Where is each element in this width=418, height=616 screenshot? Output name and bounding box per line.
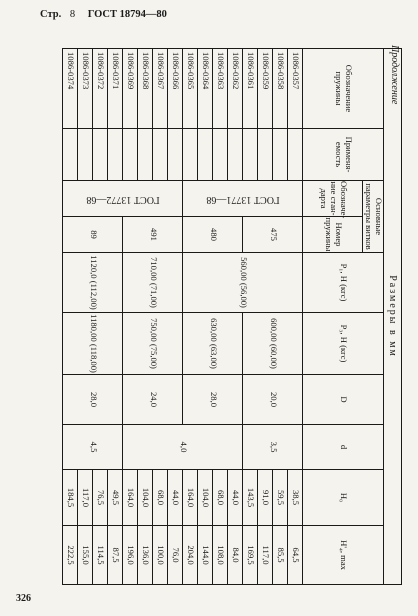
header-d-outer: D: [303, 375, 384, 425]
p3-cell: 630,00 (63,00): [183, 313, 243, 375]
p3-cell: 600,00 (60,00): [243, 313, 303, 375]
header-p3: P₃, Н (кгс): [303, 313, 384, 375]
d-wire-cell: 4,0: [123, 425, 243, 470]
applicability-cell: [153, 129, 168, 181]
row-code: 1086-0369: [123, 49, 138, 129]
std-designation-text: ГОСТ 13772—68: [86, 193, 160, 205]
d-wire-cell: 3,5: [243, 425, 303, 470]
table-row: [168, 49, 183, 585]
row-code: 1086-0358: [273, 49, 288, 129]
applicability-cell: [243, 129, 258, 181]
row-code: 1086-0357: [288, 49, 303, 129]
standard-title: ГОСТ 18794—80: [87, 9, 167, 20]
applicability-cell: [108, 129, 123, 181]
row-code: 1086-0368: [138, 49, 153, 129]
row-code: 1086-0361: [243, 49, 258, 129]
applicability-cell: [213, 129, 228, 181]
applicability-cell: [123, 129, 138, 181]
h0-cell: 44,0: [228, 470, 243, 526]
p1-cell: 560,00 (56,00): [183, 253, 303, 313]
p1-cell: 1120,0 (112,00): [63, 253, 123, 313]
spring-table: [62, 48, 402, 585]
h4max-cell: 64,5: [288, 526, 303, 585]
applicability-cell: [138, 129, 153, 181]
h0-cell: 91,0: [258, 470, 273, 526]
h0-cell: 164,0: [123, 470, 138, 526]
applicability-cell: [168, 129, 183, 181]
h4max-cell: 76,0: [168, 526, 183, 585]
d-outer-cell: 24,0: [123, 375, 183, 425]
h0-cell: 49,5: [108, 470, 123, 526]
continuation-label: Продолжение: [389, 45, 400, 105]
h4max-cell: 100,0: [153, 526, 168, 585]
d-wire-cell: 4,5: [63, 425, 123, 470]
h4max-cell: 108,0: [213, 526, 228, 585]
page-header: [40, 9, 167, 20]
h0-cell: 44,0: [168, 470, 183, 526]
p3-cell: 1180,00 (118,00): [63, 313, 123, 375]
h0-cell: 68,0: [213, 470, 228, 526]
h4max-cell: 136,0: [138, 526, 153, 585]
row-code: 1086-0371: [108, 49, 123, 129]
row-code: 1086-0372: [93, 49, 108, 129]
d-outer-cell: 28,0: [63, 375, 123, 425]
std-designation-text: ГОСТ 13771—68: [206, 193, 280, 205]
row-code: 1086-0364: [198, 49, 213, 129]
header-h0: H₀: [303, 470, 384, 526]
header-applicability: Применя- емость: [303, 129, 384, 181]
h0-cell: 143,5: [243, 470, 258, 526]
h0-cell: 184,5: [63, 470, 78, 526]
header-basic-params: Основные параметры витков: [363, 181, 384, 253]
applicability-cell: [228, 129, 243, 181]
header-std-designation: Обозначе- ние стан- дарта: [303, 181, 363, 217]
applicability-cell: [273, 129, 288, 181]
header-p1: P₁, Н (кгс): [303, 253, 384, 313]
folio-number: 326: [16, 593, 31, 604]
h0-cell: 104,0: [138, 470, 153, 526]
spring-number-cell: 480: [183, 217, 243, 253]
header-spring-number: Номер пружины: [303, 217, 363, 253]
d-outer-cell: 20,0: [243, 375, 303, 425]
row-code: 1086-0359: [258, 49, 273, 129]
spring-number-cell: 89: [63, 217, 123, 253]
h4max-cell: 222,5: [63, 526, 78, 585]
spring-number-cell: 491: [123, 217, 183, 253]
h4max-cell: 196,0: [123, 526, 138, 585]
table-caption: Размеры в мм: [384, 49, 402, 585]
row-code: 1086-0367: [153, 49, 168, 129]
applicability-cell: [78, 129, 93, 181]
header-h4max: H'₄, max: [303, 526, 384, 585]
h4max-cell: 117,0: [258, 526, 273, 585]
p1-cell: 710,00 (71,00): [123, 253, 183, 313]
row-code: 1086-0374: [63, 49, 78, 129]
table-row: [228, 49, 243, 585]
header-designation: Обозначение пружины: [303, 49, 384, 129]
h4max-cell: 169,5: [243, 526, 258, 585]
applicability-cell: [288, 129, 303, 181]
h4max-cell: 87,5: [108, 526, 123, 585]
h0-cell: 164,0: [183, 470, 198, 526]
table-row: [108, 49, 123, 585]
row-code: 1086-0362: [228, 49, 243, 129]
spring-number-cell: 475: [243, 217, 303, 253]
page-number: 8: [69, 9, 76, 20]
h4max-cell: 84,0: [228, 526, 243, 585]
p3-cell: 750,00 (75,00): [123, 313, 183, 375]
row-code: 1086-0365: [183, 49, 198, 129]
applicability-cell: [198, 129, 213, 181]
std-designation-cell: [183, 181, 303, 217]
h0-cell: 59,5: [273, 470, 288, 526]
row-code: 1086-0363: [213, 49, 228, 129]
h4max-cell: 204,0: [183, 526, 198, 585]
std-designation-cell: [63, 181, 183, 217]
applicability-cell: [63, 129, 78, 181]
h0-cell: 76,5: [93, 470, 108, 526]
applicability-cell: [183, 129, 198, 181]
h4max-cell: 114,5: [93, 526, 108, 585]
h0-cell: 38,5: [288, 470, 303, 526]
h4max-cell: 144,0: [198, 526, 213, 585]
h0-cell: 117,0: [78, 470, 93, 526]
h0-cell: 68,0: [153, 470, 168, 526]
rotated-table-wrapper: [30, 48, 402, 584]
page-label: Стр.: [40, 9, 62, 20]
header-d-wire: d: [303, 425, 384, 470]
d-outer-cell: 28,0: [183, 375, 243, 425]
h4max-cell: 155,0: [78, 526, 93, 585]
row-code: 1086-0366: [168, 49, 183, 129]
table-row: [288, 49, 303, 585]
h4max-cell: 85,5: [273, 526, 288, 585]
applicability-cell: [93, 129, 108, 181]
applicability-cell: [258, 129, 273, 181]
h0-cell: 104,0: [198, 470, 213, 526]
row-code: 1086-0373: [78, 49, 93, 129]
